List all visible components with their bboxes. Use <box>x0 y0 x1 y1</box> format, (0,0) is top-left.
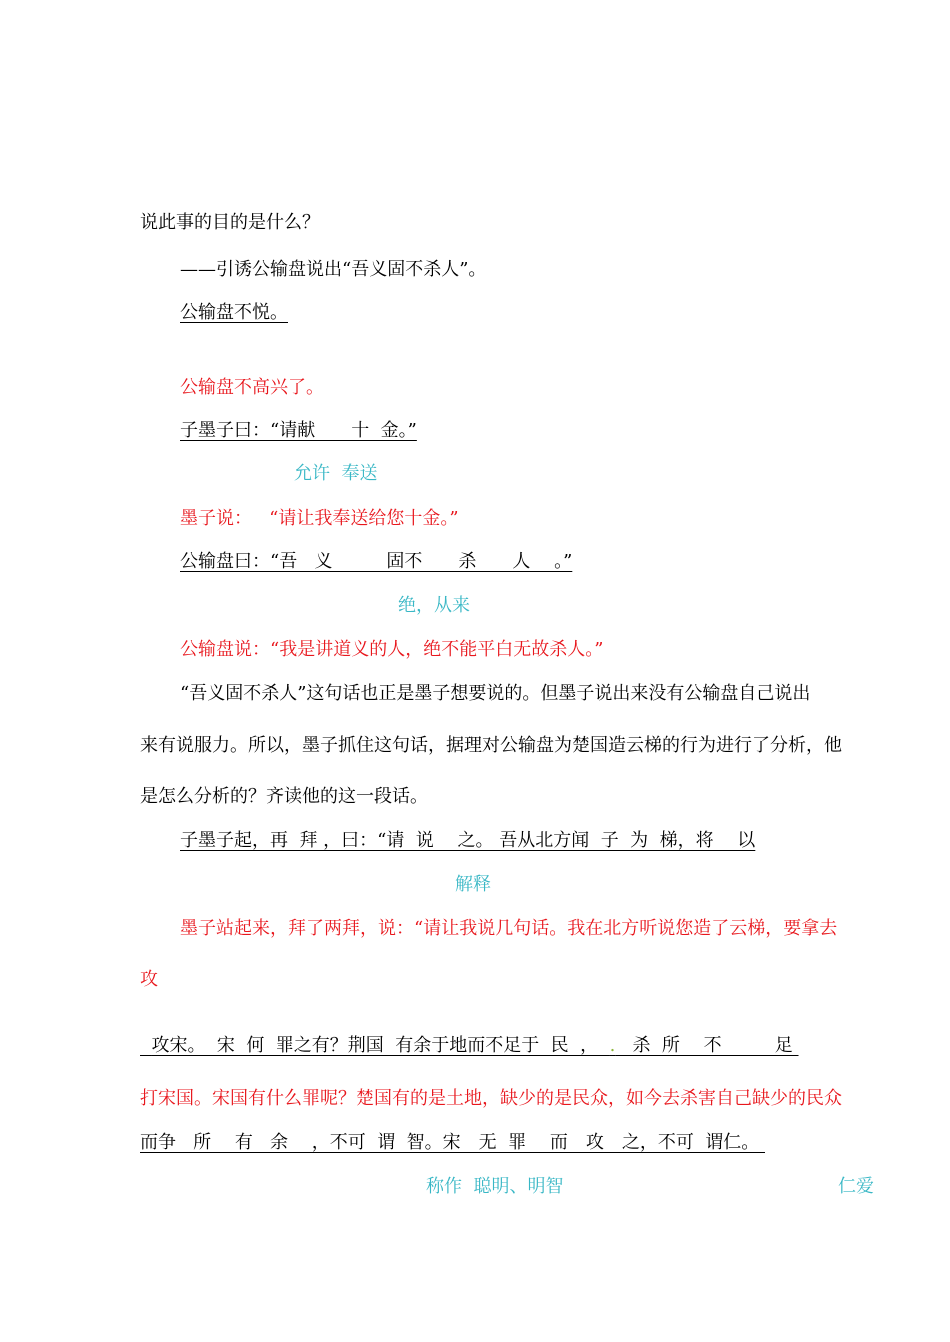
translation-line: 墨子说： “请让我奉送给您十金。” <box>180 508 459 529</box>
original-text-line: 子墨子曰：“请献 十 金。” <box>180 420 417 441</box>
translation-line: 攻 <box>140 969 158 990</box>
translation-line: 墨子站起来，拜了两拜，说：“请让我说几句话。我在北方听说您造了云梯，要拿去 <box>180 918 838 939</box>
green-dot-mark: . <box>609 1035 616 1056</box>
gloss-line: 允许 奉送 <box>294 463 378 484</box>
original-text-line: 公输盘曰：“吾 义 固不 杀 人 。” <box>180 551 573 572</box>
original-text-line <box>140 1013 799 1057</box>
translation-line: 打宋国。宋国有什么罪呢？楚国有的是土地，缺少的是民众，如今去杀害自己缺少的民众 <box>140 1088 842 1109</box>
gloss-line: 仁爱 <box>838 1176 874 1197</box>
original-text-line: 子墨子起，再 拜 ，曰：“请 说 之。 吾从北方闻 子 为 梯，将 以 <box>180 830 756 851</box>
original-text-segment: 攻宋。 宋 何 罪之有？荆国 有余于地而不足于 民 ， <box>151 1035 610 1056</box>
paragraph-line: 是怎么分析的？齐读他的这一段话。 <box>140 786 428 807</box>
gloss-line: 称作 聪明、明智 <box>426 1176 564 1197</box>
answer-line: ——引诱公输盘说出“吾义固不杀人”。 <box>180 259 487 280</box>
original-text-segment: 杀 所 不 足 <box>615 1035 799 1056</box>
gloss-line: 解释 <box>455 874 491 895</box>
original-text-line: 公输盘不悦。 <box>180 302 288 323</box>
original-text-line: 而争 所 有 余 ，不可 谓 智。宋 无 罪 而 攻 之，不可 谓仁。 <box>140 1132 765 1153</box>
translation-line: 公输盘说：“我是讲道义的人，绝不能平白无故杀人。” <box>180 639 604 660</box>
gloss-line: 绝，从来 <box>398 595 470 616</box>
translation-line: 公输盘不高兴了。 <box>180 377 324 398</box>
paragraph-line: 来有说服力。所以，墨子抓住这句话，据理对公输盘为楚国造云梯的行为进行了分析，他 <box>140 735 842 756</box>
question-line: 说此事的目的是什么？ <box>140 212 320 233</box>
paragraph-line: “吾义固不杀人”这句话也正是墨子想要说的。但墨子说出来没有公输盘自己说出 <box>180 683 811 704</box>
